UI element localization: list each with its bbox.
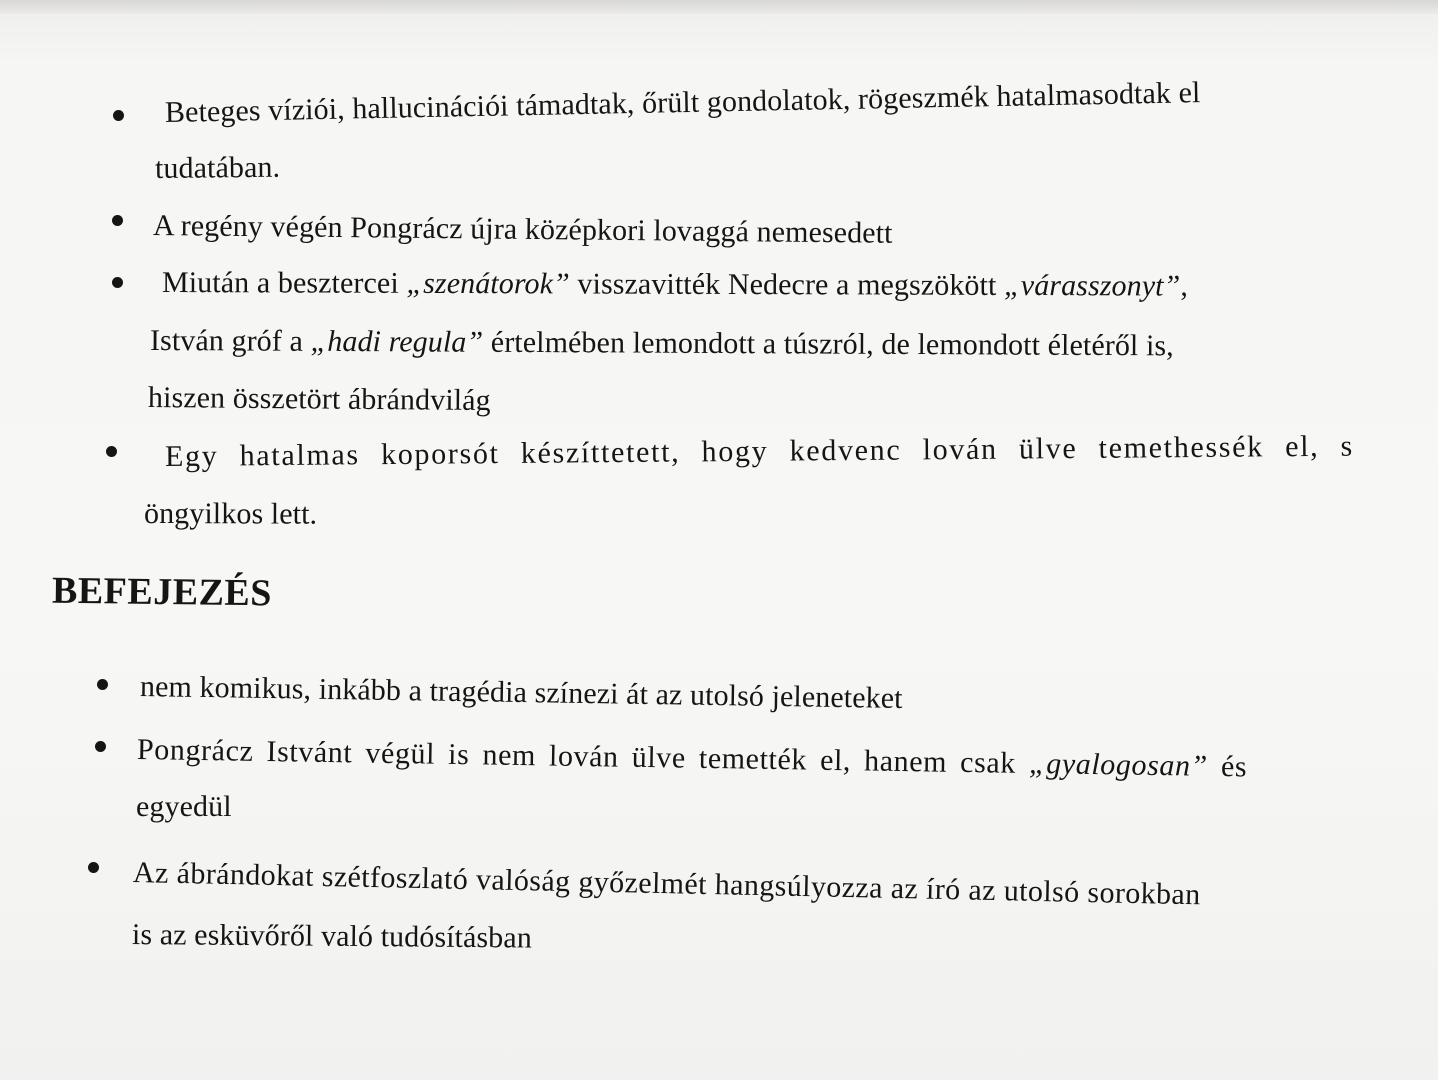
list-item-line: tudatában. bbox=[154, 150, 281, 185]
italic-quote: „szenátorok” bbox=[406, 266, 570, 301]
italic-quote: „várasszonyt” bbox=[1003, 268, 1181, 303]
list-item-line: nem komikus, inkább a tragédia színezi át az utolsó jeleneteket bbox=[139, 670, 903, 715]
bullet-point bbox=[112, 277, 123, 288]
text-run: Miután a besztercei bbox=[161, 266, 407, 300]
list-item-line: A regény végén Pongrácz újra középkori lovaggá nemesedett bbox=[152, 209, 893, 250]
paper-top-edge bbox=[0, 0, 1438, 14]
italic-quote: „gyalogosan” bbox=[1028, 747, 1209, 783]
bullet-point bbox=[113, 110, 124, 121]
text-run: István gróf a bbox=[149, 324, 311, 358]
list-item-line bbox=[137, 733, 1248, 784]
list-item-line: Az ábrándokat szétfoszlató valóság győzelmét hangsúlyozza az író az utolsó sorokban bbox=[132, 856, 1201, 912]
text-run: , bbox=[1180, 269, 1189, 303]
list-item-line: Beteges víziói, hallucinációi támadtak, őrült gondolatok, rögeszmék hatalmasodtak el bbox=[164, 76, 1201, 129]
list-item-line: öngyilkos lett. bbox=[143, 497, 318, 531]
list-item-line: is az esküvőről való tudósításban bbox=[131, 918, 533, 955]
italic-quote: „hadi regula” bbox=[310, 324, 484, 359]
bullet-point bbox=[88, 862, 99, 873]
list-item-line: hiszen összetört ábrándvilág bbox=[147, 381, 491, 417]
bullet-point bbox=[95, 741, 106, 752]
section-heading: BEFEJEZÉS bbox=[51, 569, 273, 615]
text-run: értelmében lemondott a túszról, de lemondott életéről is, bbox=[483, 325, 1174, 363]
text-run: Pongrácz Istvánt végül is nem lován ülve temették el, hanem csak bbox=[136, 733, 1030, 781]
list-item-line: Egy hatalmas koporsót készíttetett, hogy kedvenc lován ülve temethessék el, s bbox=[164, 429, 1355, 473]
list-item-line bbox=[150, 324, 1174, 363]
text-run: visszavitték Nedecre a megszökött bbox=[569, 267, 1005, 302]
bullet-point bbox=[112, 215, 123, 226]
text-run: és bbox=[1207, 749, 1248, 784]
bullet-point bbox=[106, 446, 117, 457]
bullet-point bbox=[97, 679, 108, 690]
list-item-line bbox=[162, 266, 1188, 304]
list-item-line: egyedül bbox=[136, 790, 232, 823]
